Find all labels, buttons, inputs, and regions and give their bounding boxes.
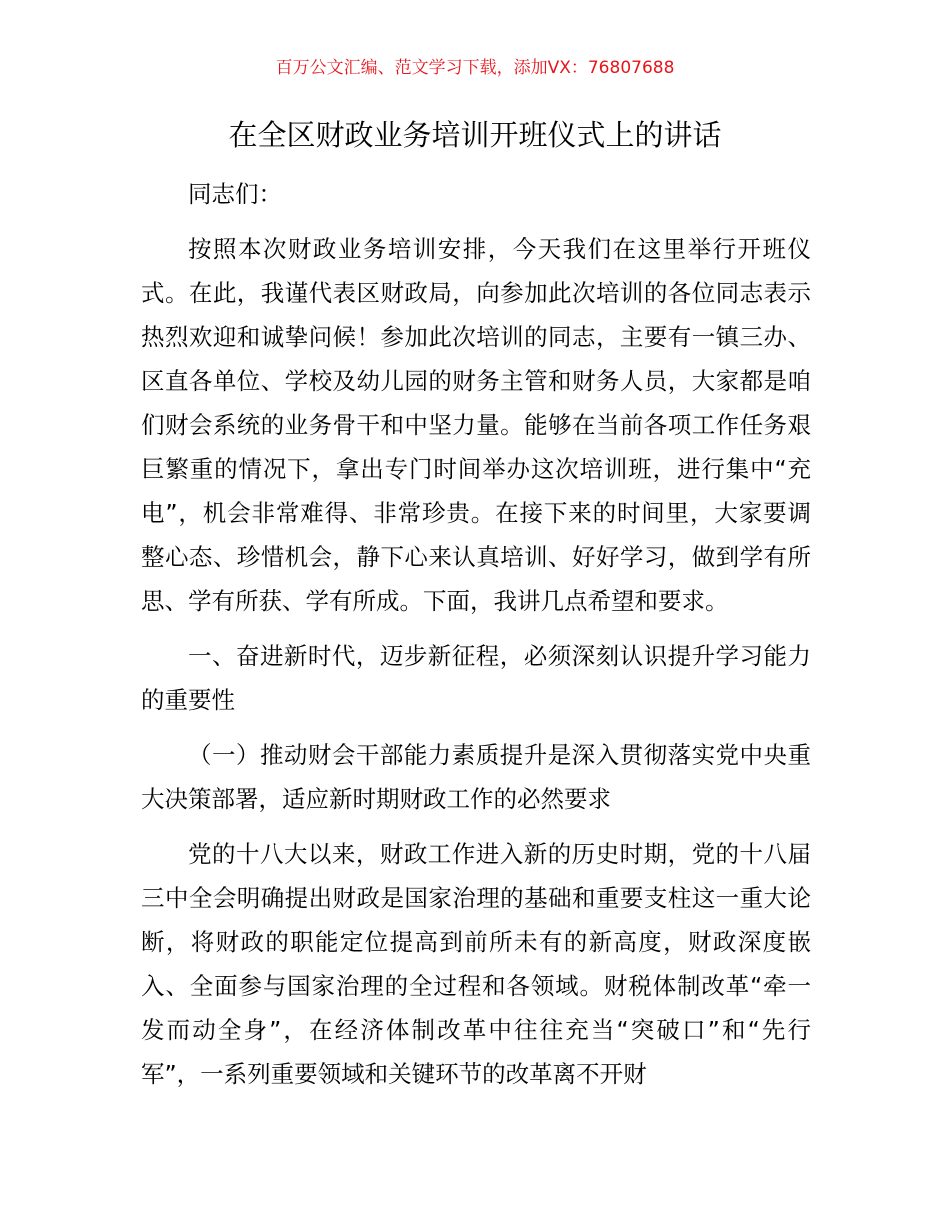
subsection-heading-1: （一）推动财会干部能力素质提升是深入贯彻落实党中央重大决策部署，适应新时期财政工作的必然要求 [141,741,811,813]
document-title: 在全区财政业务培训开班仪式上的讲话 [228,118,722,152]
section-heading-1: 一、奋进新时代，迈步新征程，必须深刻认识提升学习能力的重要性 [141,642,811,714]
body-paragraph: 党的十八大以来，财政工作进入新的历史时期，党的十八届三中全会明确提出财政是国家治理的基础和重要支柱这一重大论断，将财政的职能定位提高到前所未有的新高度，财政深度嵌入、全面参与国家治理的全过程和各领域。财税体制改革“牵一发而动全身”，在经济体制改革中往往充当“突破口”和“先行军”，一系列重要领域和关键环节的改革离不开财 [141,840,811,1088]
watermark-text: 百万公文汇编、范文学习下载，添加VX：76807688 [275,58,675,78]
document-body [141,172,811,1107]
opening-paragraph: 按照本次财政业务培训安排，今天我们在这里举行开班仪式。在此，我谨代表区财政局，向参加此次培训的各位同志表示热烈欢迎和诚挚问候！参加此次培训的同志，主要有一镇三办、区直各单位、学校及幼儿园的财务主管和财务人员，大家都是咱们财会系统的业务骨干和中坚力量。能够在当前各项工作任务艰巨繁重的情况下，拿出专门时间举办这次培训班，进行集中“充电”，机会非常难得、非常珍贵。在接下来的时间里，大家要调整心态、珍惜机会，静下心来认真培训、好好学习，做到学有所思、学有所获、学有所成。下面，我讲几点希望和要求。 [141,235,811,615]
salutation: 同志们： [188,180,282,208]
